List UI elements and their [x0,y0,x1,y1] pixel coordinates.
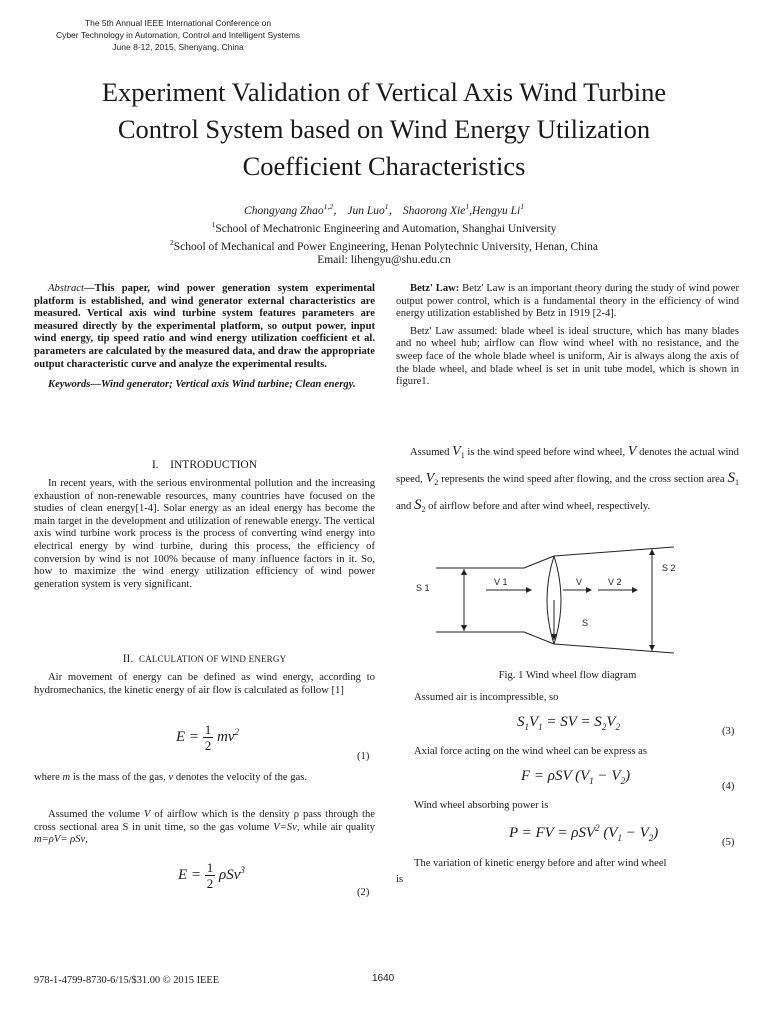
kinetic-energy-continuation: is [396,874,404,885]
calculation-intro [34,672,375,702]
author-name: Chongyang Zhao [244,204,324,217]
author-separator: ， [332,204,345,217]
author-affiliation-mark: 1,2 [323,202,333,211]
author-names: Chongyang Zhao$^{1,2}$， Jun Luo$^1$， Shaorong Xie$^1$,Hengyu Li$^1$ [244,202,524,217]
keywords: Keywords—Wind generator; Vertical axis Wind turbine; Clean energy. [48,379,356,391]
axial-force-text: Axial force acting on the wind wheel can be express as [414,746,647,757]
title-line-2: Control System based on Wind Energy Utilization [117,114,651,144]
equation-2-number: (2) [357,887,370,898]
label-s2: S 2 [662,563,676,573]
conference-header [28,17,328,53]
label-v1: V 1 [494,577,508,587]
label-s: S [582,618,589,628]
keywords-text: Wind generator; Vertical axis Wind turbine; Clean energy. [100,379,356,391]
wheel-right-arc [554,556,561,644]
variables-paragraph: where m is the mass of the gas, v denotes the velocity of the gas. [34,772,308,783]
title-line-1: Experiment Validation of Vertical Axis Wind Turbine [101,77,667,107]
conference-line-2: Cyber Technology in Automation, Control and Intelligent Systems [55,30,301,40]
tube-upper-right [554,547,674,556]
label-v: V [576,577,583,587]
author-name: Shaorong Xie [402,204,466,217]
author-name: Jun Luo [347,204,385,217]
paper-title [30,74,738,185]
introduction-body [34,478,375,596]
abstract-label: Abstract [48,283,84,294]
figure-1-caption: Fig. 1 Wind wheel flow diagram [498,670,637,681]
tube-lower-right [554,644,674,653]
equation-5: P = FV = ρSV$^2$ $(V_1 - V_2)$ [509,823,659,843]
author-name: Hengyu Li [471,204,521,217]
equation-3-number: (3) [722,726,735,737]
wind-wheel-flow-diagram [398,535,740,665]
calculation-paragraph: Air movement of energy can be defined as wind energy, according to hydromechanics, the kinetic energy of air flow is calculated as follow [1] [34,672,375,696]
tube-lower-expansion [524,632,554,644]
label-v2: V 2 [608,577,622,587]
tube-upper-expansion [524,556,554,568]
volume-paragraph: Assumed the volume V of airflow which is the density ρ pass through the cross sectional area S in unit time, so the gas volume V=Sv, while air quality m=ρV= ρSv, [34,809,375,846]
abstract: Abstract—This paper, wind power generation system experimental platform is established, and wind generator external characteristics are measured. Vertical axis wind turbine system features parameters are measured directly by the experimental platform, so output power, input wind energy, tip speed ratio and wind energy utilization coefficient et al. parameters are calculated by the measured data, and draw the appropriate output characteristic curve and analyze the experimental results. [34,283,375,370]
author-affiliation-mark: 1 [384,202,389,211]
right-column-top [396,283,739,394]
equation-4: F = ρSV $(V_1 - V_2)$ [521,768,631,786]
title-line-3: Coefficient Characteristics [242,151,526,181]
betz-law-label: Betz' Law: [410,283,460,294]
equation-3: $S_1V_1$ = SV = $S_2V_2$ [517,714,620,732]
betz-law-paragraph: Betz' Law: Betz' Law is an important theory during the study of wind power output power control, which is a fundamental theory in the efficiency of wind energy utilization established by Betz in 1919 [2-4]. [396,283,739,320]
assumed-paragraph: Assumed $V_1$ is the wind speed before wind wheel, V denotes the actual wind speed, $V_2$ represents the wind speed after flowing, and the cross section area $S_1$ and $S_2$ of airflow before and after wind wheel, respectively. [396,444,739,515]
conference-line-1: The 5th Annual IEEE International Conference on [84,18,272,28]
equation-4-number: (4) [722,781,735,792]
equation-2: E = $\frac{1}{2}$ ρSv$^3$ [178,860,245,891]
author-separator: ， [388,204,400,217]
equation-1: E = $\frac{1}{2}$ $mv^2$ [176,722,240,753]
conference-line-3: June 8-12, 2015, Shenyang, China [112,42,244,52]
label-s1: S 1 [416,583,430,593]
section-heading-introduction: I. INTRODUCTION [151,459,258,471]
betz-assumption-paragraph: Betz' Law assumed: blade wheel is ideal structure, which has many blades and no wheel hub; airflow can flow wind wheel with no resistance, and the sweep face of the whole blade wheel is uniform, Air is always along the axis of the blade wheel, and blade wheel is set in unit tube model, which is shown in figure1. [396,325,739,388]
affiliation-1: $^1$School of Mechatronic Engineering and Automation, Shanghai University [211,219,557,235]
equation-5-number: (5) [722,837,735,848]
wheel-left-arc [547,556,554,644]
section-heading-calculation: II. CALCULATION OF WIND ENERGY [122,653,287,665]
incompressible-text: Assumed air is incompressible, so [414,692,559,703]
left-column [34,283,375,397]
kinetic-energy-text: The variation of kinetic energy before and after wind wheel [414,858,667,869]
copyright-footer: 978-1-4799-8730-6/15/$31.00 © 2015 IEEE [34,975,220,986]
absorbing-power-text: Wind wheel absorbing power is [414,800,549,811]
page-number: 1640 [372,973,395,984]
author-block [0,200,768,267]
author-affiliation-mark: 1 [465,202,470,211]
author-email: Email: lihengyu@shu.edu.cn [317,254,451,267]
introduction-paragraph: In recent years, with the serious environmental pollution and the increasing exhaustion of non-renewable resources, many countries have focused on the studies of clean energy[1-4]. Solar energy as an ideal energy has become the main target in the development and utilization of renewable energy. The vertical axis wind turbine work process is the process of converting wind energy into electrical energy by wind turbine, during this process, the efficiency of conversion by wind is not 100% because of many influence factors in it. So, how to maximize the wind energy utilization efficiency of wind power generation system is very significant. [34,478,375,590]
keywords-label: Keywords [48,379,91,391]
affiliation-2: $^2$School of Mechanical and Power Engineering, Henan Polytechnic University, Henan, China [169,237,599,253]
abstract-text: This paper, wind power generation system experimental platform is established, and wind generator external characteristics are measured. Vertical axis wind turbine system features parameters are measured directly by the experimental platform, so output power, input wind energy, tip speed ratio and wind energy utilization coefficient et al. parameters are calculated by the measured data, and draw the appropriate output characteristic curve and analyze the experimental results. [34,283,375,370]
equation-1-number: (1) [357,751,370,762]
author-affiliation-mark: 1 [520,202,524,211]
